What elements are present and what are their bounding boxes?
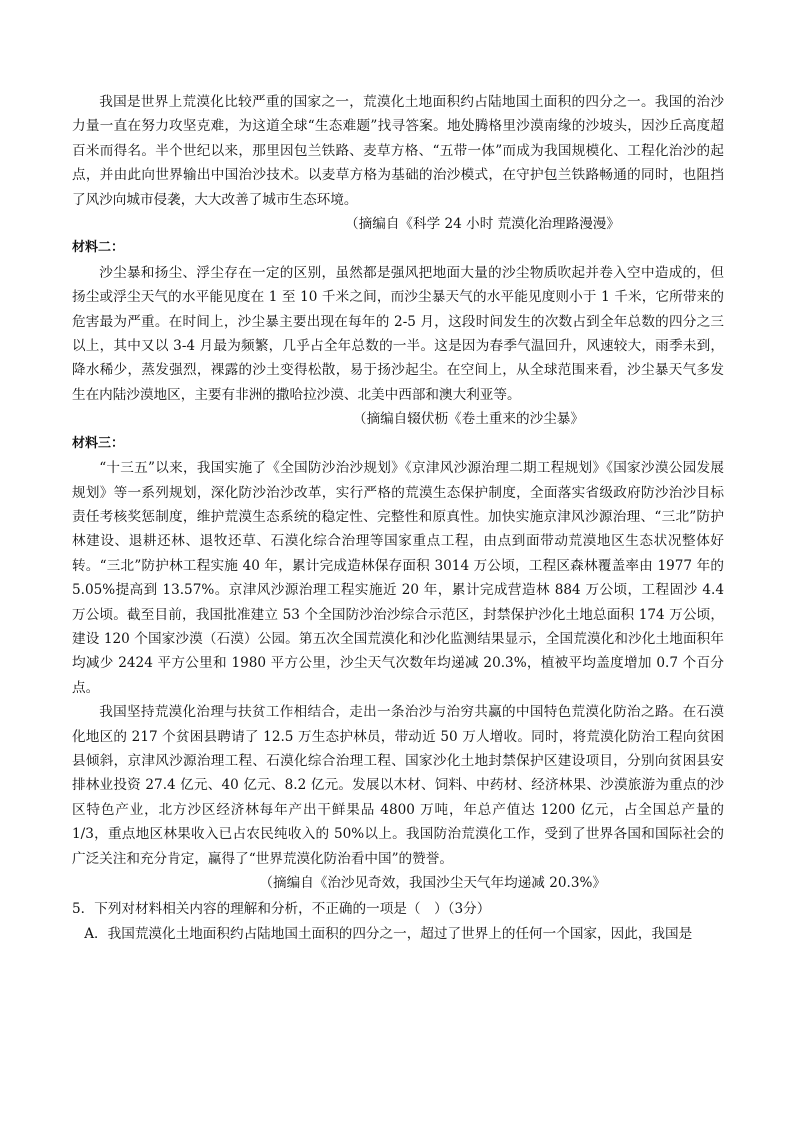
question-option-a: A．我国荒漠化土地面积约占陆地国土面积的四分之一，超过了世界上的任何一个国家，因此，我国是	[84, 925, 693, 942]
material1-source: （摘编自《科学 24 小时 荒漠化治理路漫漫》	[345, 216, 620, 233]
material3-paragraph-2: 我国坚持荒漠化治理与扶贫工作相结合，走出一条治沙与治穷共赢的中国特色荒漠化防治之路。在石漠化地区的 217 个贫困县聘请了 12.5 万生态护林员，带动近 50 万人增收。同时，将荒漠化防治工程向贫困县倾斜，京津风沙源治理工程、石漠化综合治理工程、国家沙化土地封禁保护区建设项目，分别向贫困县安排林业投资 27.4 亿元、40 亿元、8.2 亿元。发展以木材、饲料、中药材、经济林果、沙漠旅游为重点的沙区特色产业，北方沙区经济林每年产出干鲜果品 4800 万吨，年总产值达 1200 亿元，占全国总产量的 1/3，重点地区林果收入已占农民纯收入的 50%以上。我国防治荒漠化工作，受到了世界各国和国际社会的广泛关注和充分肯定，赢得了“世界荒漠化防治看中国”的赞誉。	[72, 704, 724, 867]
question-stem: 5．下列对材料相关内容的理解和分析，不正确的一项是（ ）（3分）	[72, 901, 491, 918]
material2-label: 材料二：	[72, 240, 125, 256]
material3-label: 材料三：	[72, 435, 125, 451]
document-body	[72, 90, 724, 946]
material2-source: （摘编自辍伏枥《卷土重来的沙尘暴》	[352, 411, 584, 428]
material3-source: （摘编自《治沙见奇效，我国沙尘天气年均递减 20.3%》	[259, 875, 606, 891]
material1-paragraph: 我国是世界上荒漠化比较严重的国家之一，荒漠化土地面积约占陆地国土面积的四分之一。我国的治沙力量一直在努力攻坚克难，为这道全球“生态难题”找寻答案。地处腾格里沙漠南缘的沙坡头，因沙丘高度超百米而得名。半个世纪以来，那里因包兰铁路、麦草方格、“五带一体”而成为我国规模化、工程化治沙的起点，并由此向世界输出中国治沙技术。以麦草方格为基础的治沙模式，在守护包兰铁路畅通的同时，也阻挡了风沙向城市侵袭，大大改善了城市生态环境。	[72, 94, 724, 208]
material2-paragraph: 沙尘暴和扬尘、浮尘存在一定的区别，虽然都是强风把地面大量的沙尘物质吹起并卷入空中造成的，但扬尘或浮尘天气的水平能见度在 1 至 10 千米之间，而沙尘暴天气的水平能见度则小于 1 千米，它所带来的危害最为严重。在时间上，沙尘暴主要出现在每年的 2-5 月，这段时间发生的次数占到全年总数的四分之三以上，其中又以 3-4 月最为频繁，几乎占全年总数的一半。这是因为春季气温回升，风速较大，雨季未到，降水稀少，蒸发强烈，裸露的沙土变得松散，易于扬沙起尘。在空间上，从全球范围来看，沙尘暴天气多发生在内陆沙漠地区，主要有非洲的撒哈拉沙漠、北美中西部和澳大利亚等。	[72, 264, 724, 403]
material3-paragraph-1: “十三五”以来，我国实施了《全国防沙治沙规划》《京津风沙源治理二期工程规划》《国家沙漠公园发展规划》等一系列规划，深化防沙治沙改革，实行严格的荒漠生态保护制度，全面落实省级政府防沙治沙目标责任考核奖惩制度，维护荒漠生态系统的稳定性、完整性和原真性。加快实施京津风沙源治理、“三北”防护林建设、退耕还林、退牧还草、石漠化综合治理等国家重点工程，由点到面带动荒漠地区生态状况整体好转。“三北”防护林工程实施 40 年，累计完成造林保存面积 3014 万公顷，工程区森林覆盖率由 1977 年的 5.05%提高到 13.57%。京津风沙源治理工程实施近 20 年，累计完成营造林 884 万公顷，工程固沙 4.4 万公顷。截至目前，我国批准建立 53 个全国防沙治沙综合示范区，封禁保护沙化土地总面积 174 万公顷，建设 120 个国家沙漠（石漠）公园。第五次全国荒漠化和沙化监测结果显示，全国荒漠化和沙化土地面积年均减少 2424 平方公里和 1980 平方公里，沙尘天气次数年均递减 20.3%，植被平均盖度增加 0.7 个百分点。	[72, 460, 724, 696]
